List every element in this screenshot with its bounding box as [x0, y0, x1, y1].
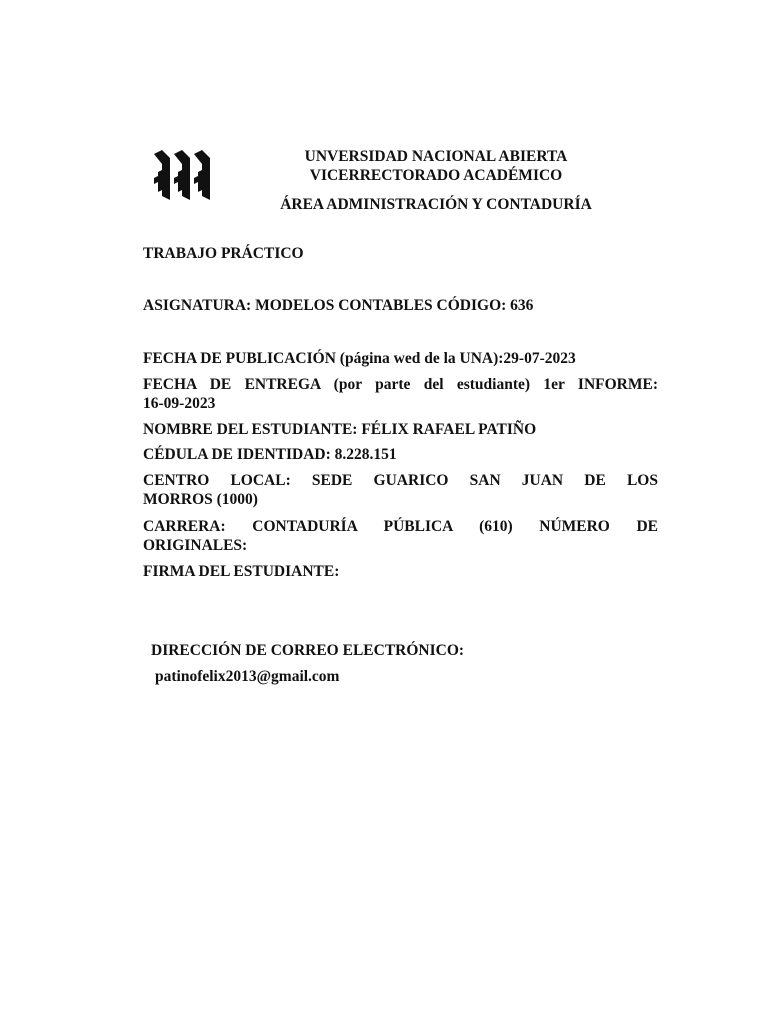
- delivery-date: [143, 375, 658, 413]
- academic-area: ÁREA ADMINISTRACIÓN Y CONTADURÍA: [280, 196, 592, 213]
- una-logo-icon: [152, 148, 214, 204]
- delivery-date-row1: FECHA DE ENTREGA (por parte del estudiante) 1er INFORME:: [143, 376, 658, 393]
- document-type: TRABAJO PRÁCTICO: [143, 245, 304, 262]
- student-name: NOMBRE DEL ESTUDIANTE: FÉLIX RAFAEL PATIÑO: [143, 421, 537, 438]
- student-signature: FIRMA DEL ESTUDIANTE:: [143, 563, 340, 580]
- email-label: DIRECCIÓN DE CORREO ELECTRÓNICO:: [151, 642, 465, 659]
- subject-line: ASIGNATURA: MODELOS CONTABLES CÓDIGO: 636: [143, 297, 534, 314]
- delivery-date-row2: 16-09-2023: [143, 395, 216, 412]
- publication-detail: (página wed de la UNA):29-07-2023: [335, 350, 576, 367]
- publication-label: FECHA DE PUBLICACIÓN: [143, 350, 336, 367]
- id-card: CÉDULA DE IDENTIDAD: 8.228.151: [143, 446, 397, 463]
- vice-rectorate: VICERRECTORADO ACADÉMICO: [309, 167, 563, 184]
- local-center-row1: CENTRO LOCAL: SEDE GUARICO SAN JUAN DE LOS: [143, 472, 658, 489]
- publication-date: [143, 349, 658, 368]
- email-address: patinofelix2013@gmail.com: [155, 668, 340, 685]
- university-name: UNVERSIDAD NACIONAL ABIERTA: [304, 148, 568, 165]
- local-center-row2: MORROS (1000): [143, 491, 258, 508]
- career-row2: ORIGINALES:: [143, 537, 248, 554]
- career: [143, 517, 658, 555]
- career-row1: CARRERA: CONTADURÍA PÚBLICA (610) NÚMERO DE: [143, 518, 658, 535]
- local-center: [143, 471, 658, 509]
